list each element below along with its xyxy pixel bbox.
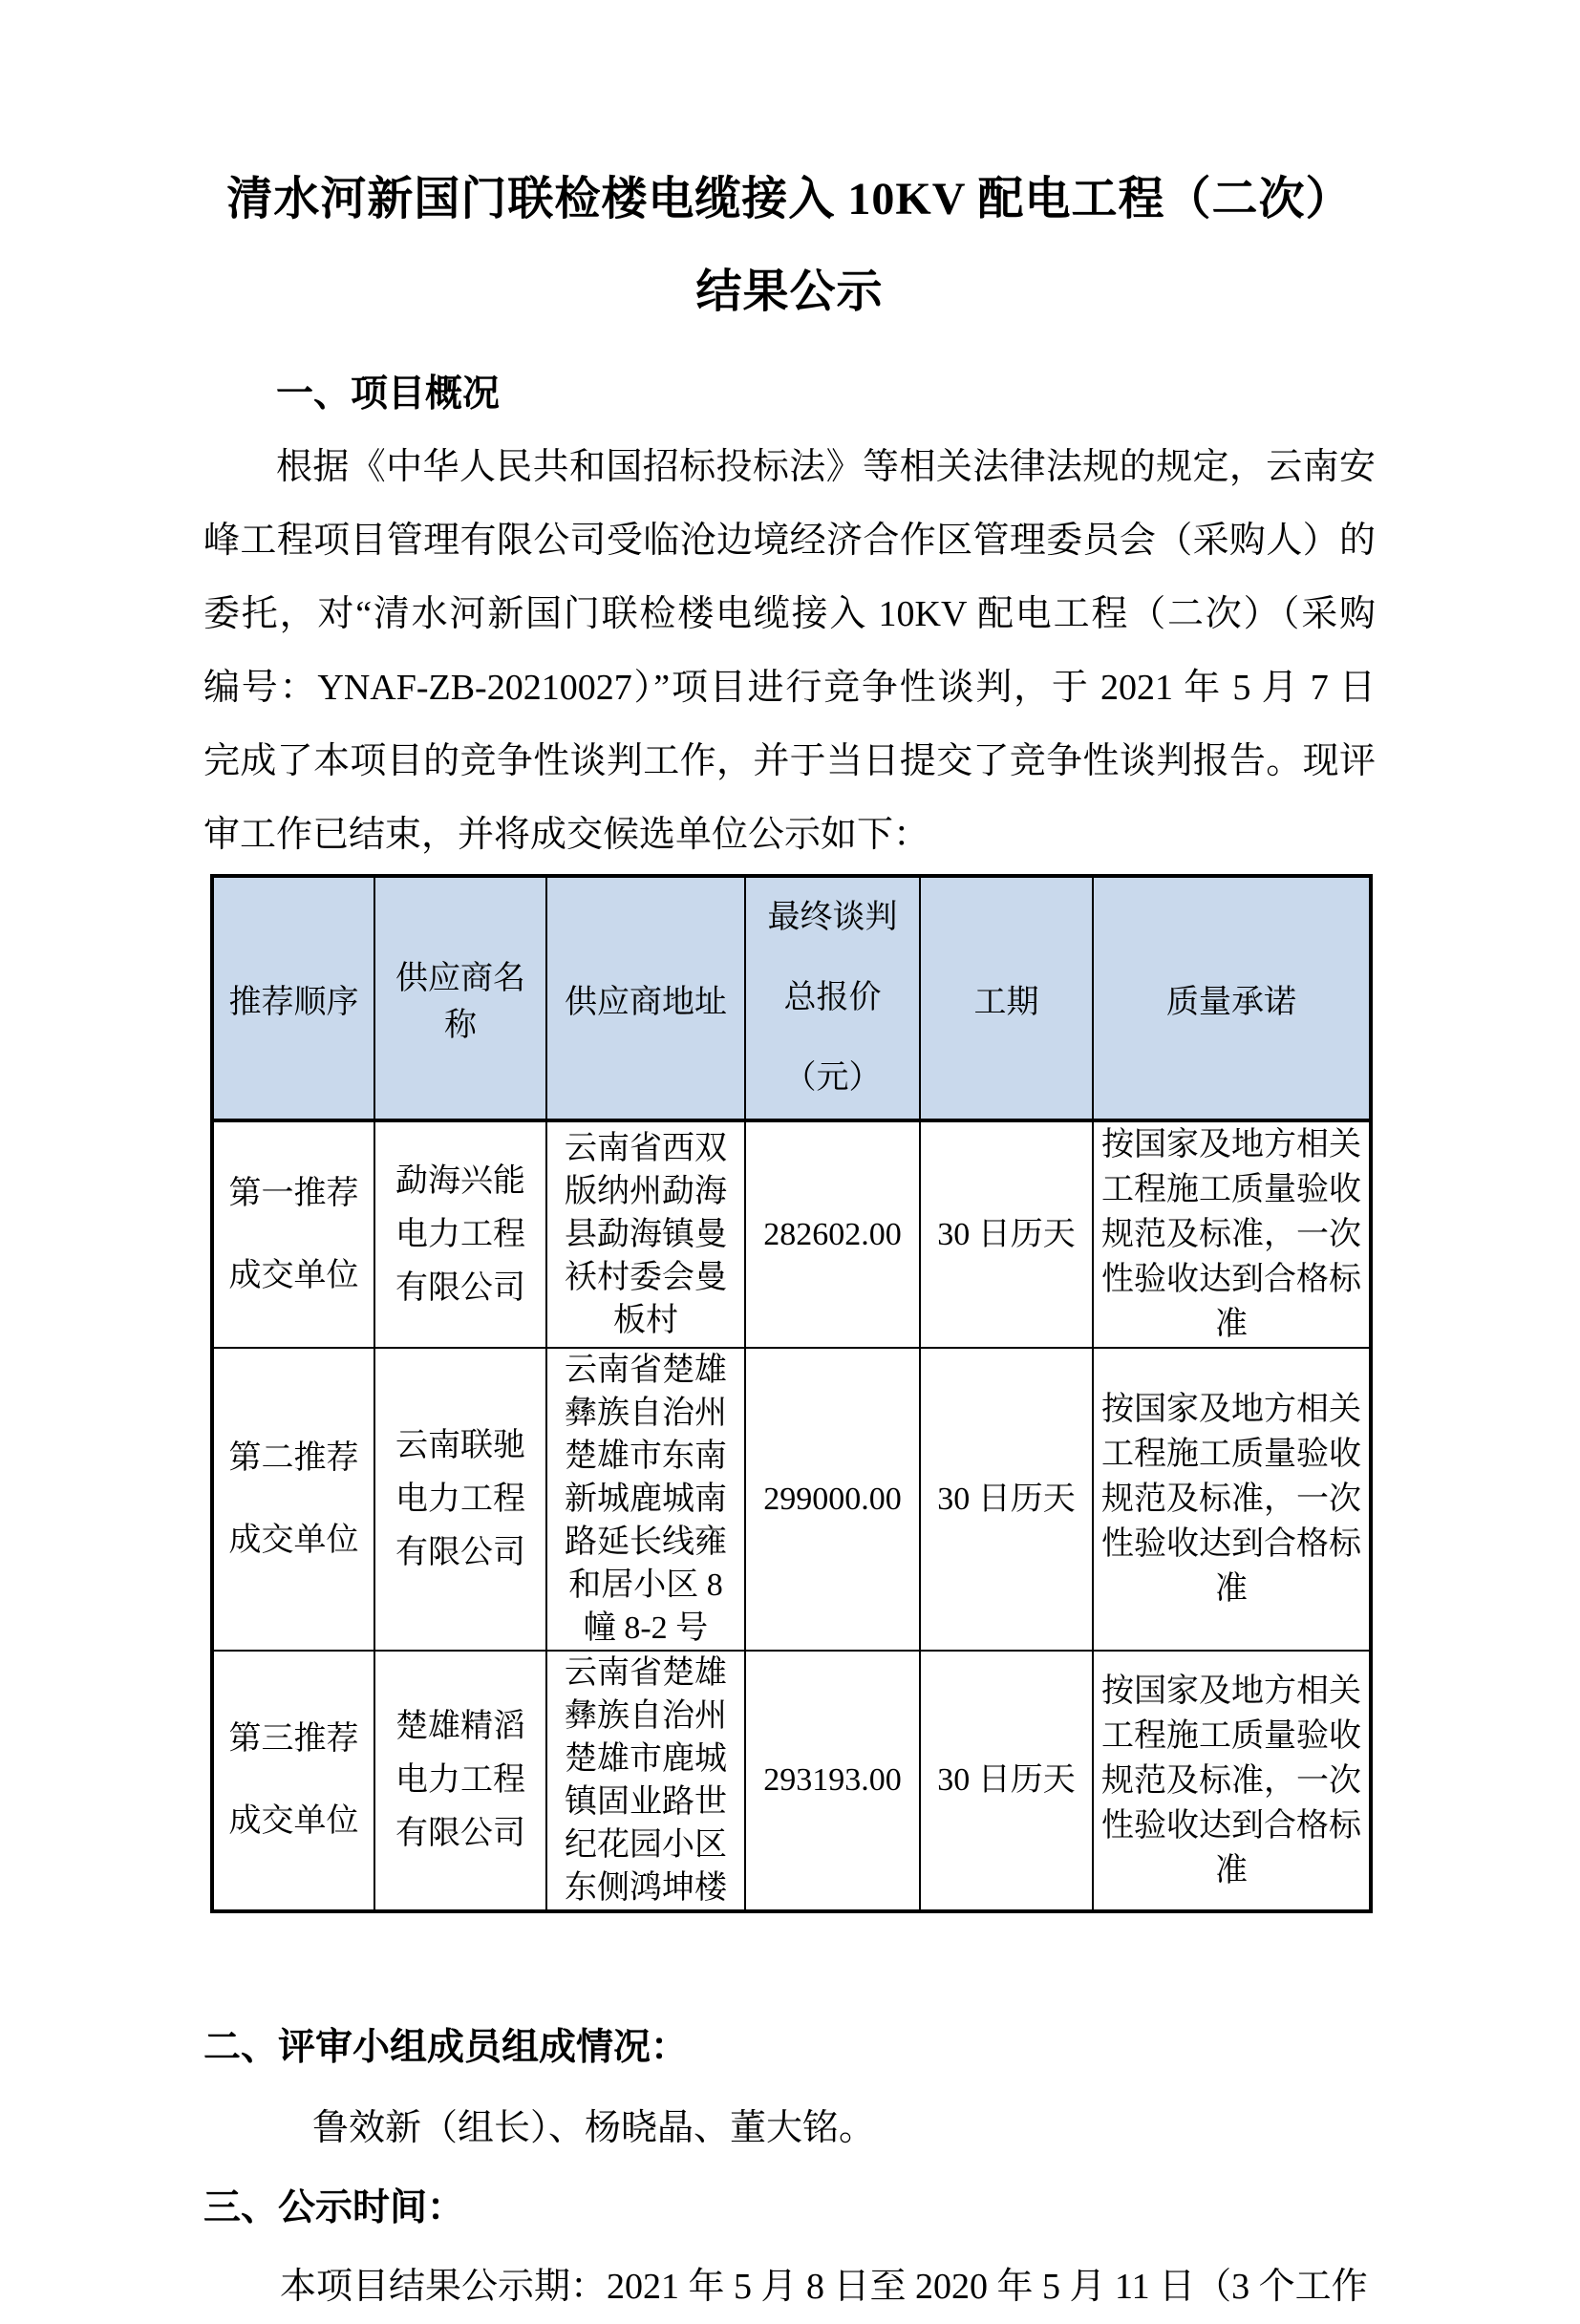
supplier-name-cell: 勐海兴能电力工程有限公司 [374, 1120, 546, 1348]
document-title-line-1: 清水河新国门联检楼电缆接入 10KV 配电工程（二次） [226, 174, 1353, 224]
quality-cell: 按国家及地方相关工程施工质量验收规范及标准，一次性验收达到合格标准 [1093, 1651, 1371, 1911]
section-panel-heading: 二、评审小组成员组成情况： [203, 2027, 689, 2068]
final-price-cell: 293193.00 [745, 1651, 920, 1911]
overview-paragraph-line: 审工作已结束，并将成交候选单位公示如下： [203, 815, 930, 855]
result-table [210, 874, 1373, 1913]
overview-paragraph-line: 根据《中华人民共和国招标投标法》等相关法律法规的规定，云南安 [276, 447, 1376, 487]
duration-cell: 30 日历天 [920, 1651, 1093, 1911]
table-header-row [212, 876, 1371, 1120]
header-rank: 推荐顺序 [212, 876, 374, 1120]
section-overview-heading: 一、项目概况 [276, 373, 501, 415]
table-row [212, 1651, 1371, 1911]
supplier-address-cell: 云南省西双版纳州勐海县勐海镇曼袄村委会曼板村 [546, 1120, 745, 1348]
period-text: 本项目结果公示期：2021 年 5 月 8 日至 2020 年 5 月 11 日（3 个工作 [280, 2267, 1368, 2307]
overview-paragraph-line: 委托，对“清水河新国门联检楼电缆接入 10KV 配电工程（二次）（采购 [203, 594, 1376, 634]
supplier-address-cell: 云南省楚雄彝族自治州楚雄市东南新城鹿城南路延长线雍和居小区 8 幢 8-2 号 [546, 1348, 745, 1651]
rank-cell: 第三推荐成交单位 [212, 1651, 374, 1911]
final-price-cell: 299000.00 [745, 1348, 920, 1651]
overview-paragraph-line: 编号：YNAF-ZB-20210027）”项目进行竞争性谈判，于 2021 年 5 月 7 日 [203, 668, 1376, 708]
header-quality: 质量承诺 [1093, 876, 1371, 1120]
header-final-price: 最终谈判总报价（元） [745, 876, 920, 1120]
table-row [212, 1120, 1371, 1348]
quality-cell: 按国家及地方相关工程施工质量验收规范及标准，一次性验收达到合格标准 [1093, 1348, 1371, 1651]
overview-paragraph-line: 峰工程项目管理有限公司受临沧边境经济合作区管理委员会（采购人）的 [203, 521, 1376, 561]
duration-cell: 30 日历天 [920, 1120, 1093, 1348]
quality-cell: 按国家及地方相关工程施工质量验收规范及标准，一次性验收达到合格标准 [1093, 1120, 1371, 1348]
table-row [212, 1348, 1371, 1651]
rank-cell: 第二推荐成交单位 [212, 1348, 374, 1651]
overview-paragraph-line: 完成了本项目的竞争性谈判工作，并于当日提交了竞争性谈判报告。现评 [203, 741, 1376, 781]
supplier-address-cell: 云南省楚雄彝族自治州楚雄市鹿城镇固业路世纪花园小区东侧鸿坤楼 [546, 1651, 745, 1911]
supplier-name-cell: 楚雄精滔电力工程有限公司 [374, 1651, 546, 1911]
panel-members-text: 鲁效新（组长）、杨晓晶、董大铭。 [312, 2108, 876, 2148]
header-supplier-address: 供应商地址 [546, 876, 745, 1120]
section-period-heading: 三、公示时间： [203, 2187, 465, 2228]
supplier-name-cell: 云南联驰电力工程有限公司 [374, 1348, 546, 1651]
final-price-cell: 282602.00 [745, 1120, 920, 1348]
duration-cell: 30 日历天 [920, 1348, 1093, 1651]
document-title-line-2: 结果公示 [695, 267, 884, 317]
rank-cell: 第一推荐成交单位 [212, 1120, 374, 1348]
header-duration: 工期 [920, 876, 1093, 1120]
header-supplier-name: 供应商名称 [374, 876, 546, 1120]
